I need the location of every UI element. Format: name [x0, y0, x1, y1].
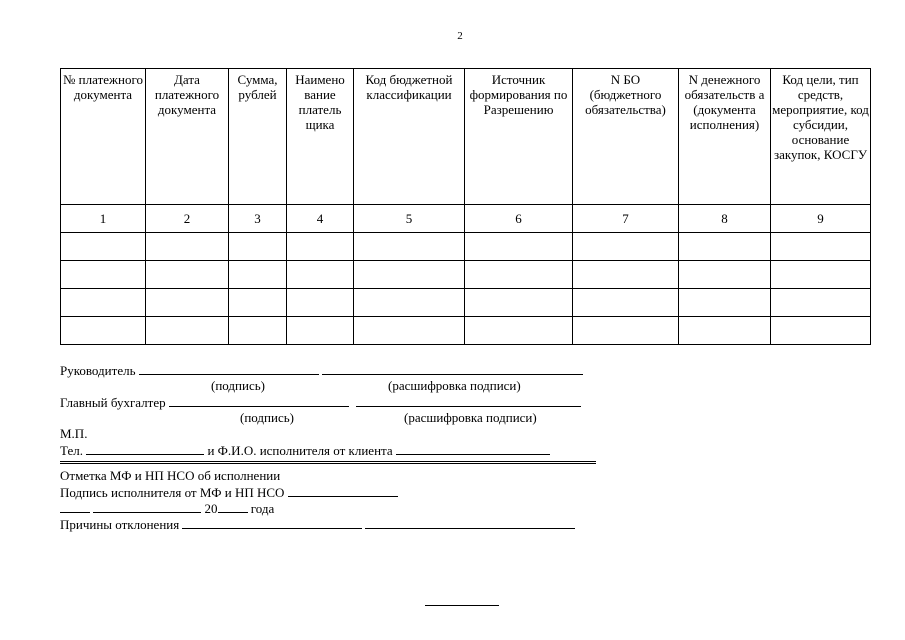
chief-signature-line	[60, 394, 620, 410]
table-cell[interactable]	[771, 261, 871, 289]
column-number: 4	[287, 205, 354, 233]
phone-field[interactable]	[86, 442, 204, 455]
table-cell[interactable]	[354, 317, 465, 345]
decoding-caption: (расшифровка подписи)	[404, 410, 537, 425]
table-cell[interactable]	[573, 233, 679, 261]
table-cell[interactable]	[146, 233, 229, 261]
decoding-caption: (расшифровка подписи)	[388, 378, 521, 393]
chief-caption-row	[60, 410, 620, 426]
head-signature-field[interactable]	[139, 362, 319, 375]
table-cell[interactable]	[287, 317, 354, 345]
page-number: 2	[457, 30, 463, 42]
table-cell[interactable]	[61, 233, 146, 261]
header-cell: № платежного документа	[61, 69, 146, 205]
column-number: 2	[146, 205, 229, 233]
header-cell: N денежного обязательств а (документа исполнения)	[679, 69, 771, 205]
column-number: 7	[573, 205, 679, 233]
chief-label: Главный бухгалтер	[60, 395, 166, 410]
table-cell[interactable]	[771, 289, 871, 317]
column-number: 3	[229, 205, 287, 233]
table-cell[interactable]	[679, 261, 771, 289]
table-cell[interactable]	[229, 261, 287, 289]
table-cell[interactable]	[679, 233, 771, 261]
table-cell[interactable]	[679, 317, 771, 345]
table-row	[61, 289, 871, 317]
table-cell[interactable]	[146, 317, 229, 345]
table-cell[interactable]	[61, 289, 146, 317]
year-field[interactable]	[218, 500, 248, 513]
executor-field[interactable]	[396, 442, 550, 455]
head-signature-field-short[interactable]	[322, 362, 358, 375]
table-cell[interactable]	[229, 233, 287, 261]
header-cell: Дата платежного документа	[146, 69, 229, 205]
day-field[interactable]	[60, 500, 90, 513]
column-number: 6	[465, 205, 573, 233]
signature-block	[60, 362, 620, 532]
table-cell[interactable]	[287, 261, 354, 289]
column-number: 9	[771, 205, 871, 233]
head-label: Руководитель	[60, 363, 136, 378]
table-cell[interactable]	[573, 289, 679, 317]
reasons-label: Причины отклонения	[60, 517, 180, 532]
table-cell[interactable]	[573, 261, 679, 289]
table-cell[interactable]	[229, 317, 287, 345]
signature-caption: (подпись)	[211, 378, 265, 393]
chief-signature-field[interactable]	[169, 394, 349, 407]
table-row	[61, 317, 871, 345]
executor-label: и Ф.И.О. исполнителя от клиента	[207, 443, 393, 458]
table-cell[interactable]	[771, 233, 871, 261]
header-cell: N БО (бюджетного обязательства)	[573, 69, 679, 205]
table-cell[interactable]	[679, 289, 771, 317]
header-cell: Наимено вание платель щика	[287, 69, 354, 205]
table-header-row	[61, 69, 871, 205]
phone-label: Тел.	[60, 443, 83, 458]
stamp-placeholder: М.П.	[60, 426, 88, 441]
column-number: 8	[679, 205, 771, 233]
table-cell[interactable]	[287, 233, 354, 261]
head-decoding-field[interactable]	[358, 362, 583, 375]
table-cell[interactable]	[229, 289, 287, 317]
head-caption-row	[60, 378, 620, 394]
table-row	[61, 233, 871, 261]
table-cell[interactable]	[354, 289, 465, 317]
mp-line	[60, 426, 620, 442]
table-cell[interactable]	[146, 289, 229, 317]
executor-signature-line	[60, 484, 620, 500]
sign-label: Подпись исполнителя от МФ и НП НСО	[60, 485, 285, 500]
table-cell[interactable]	[465, 233, 573, 261]
head-signature-line	[60, 362, 620, 378]
phone-line	[60, 442, 620, 458]
table-cell[interactable]	[354, 233, 465, 261]
signature-caption: (подпись)	[240, 410, 294, 425]
header-cell: Источник формирования по Разрешению	[465, 69, 573, 205]
chief-decoding-field[interactable]	[356, 394, 581, 407]
header-cell: Сумма, рублей	[229, 69, 287, 205]
column-number: 1	[61, 205, 146, 233]
year-suffix: года	[250, 501, 275, 516]
table-cell[interactable]	[465, 261, 573, 289]
table-cell[interactable]	[465, 289, 573, 317]
table-cell[interactable]	[771, 317, 871, 345]
mark-label: Отметка МФ и НП НСО об исполнении	[60, 468, 281, 483]
header-cell: Код бюджетной классификации	[354, 69, 465, 205]
table-cell[interactable]	[573, 317, 679, 345]
table-cell[interactable]	[146, 261, 229, 289]
table-cell[interactable]	[465, 317, 573, 345]
column-number: 5	[354, 205, 465, 233]
table-cell[interactable]	[61, 317, 146, 345]
reasons-line	[60, 516, 620, 532]
reasons-field[interactable]	[182, 516, 362, 529]
mark-line	[60, 468, 620, 484]
table-cell[interactable]	[287, 289, 354, 317]
reasons-field-2[interactable]	[365, 516, 575, 529]
executor-signature-field[interactable]	[288, 484, 398, 497]
table-cell[interactable]	[61, 261, 146, 289]
table-row	[61, 261, 871, 289]
double-separator	[60, 461, 596, 464]
payment-documents-table	[60, 68, 871, 345]
date-line	[60, 500, 620, 516]
footer-divider	[425, 605, 499, 606]
month-field[interactable]	[93, 500, 201, 513]
header-cell: Код цели, тип средств, мероприятие, код субсидии, основание закупок, КОСГУ	[771, 69, 871, 205]
year-prefix: 20	[204, 501, 218, 516]
table-cell[interactable]	[354, 261, 465, 289]
column-number-row	[61, 205, 871, 233]
